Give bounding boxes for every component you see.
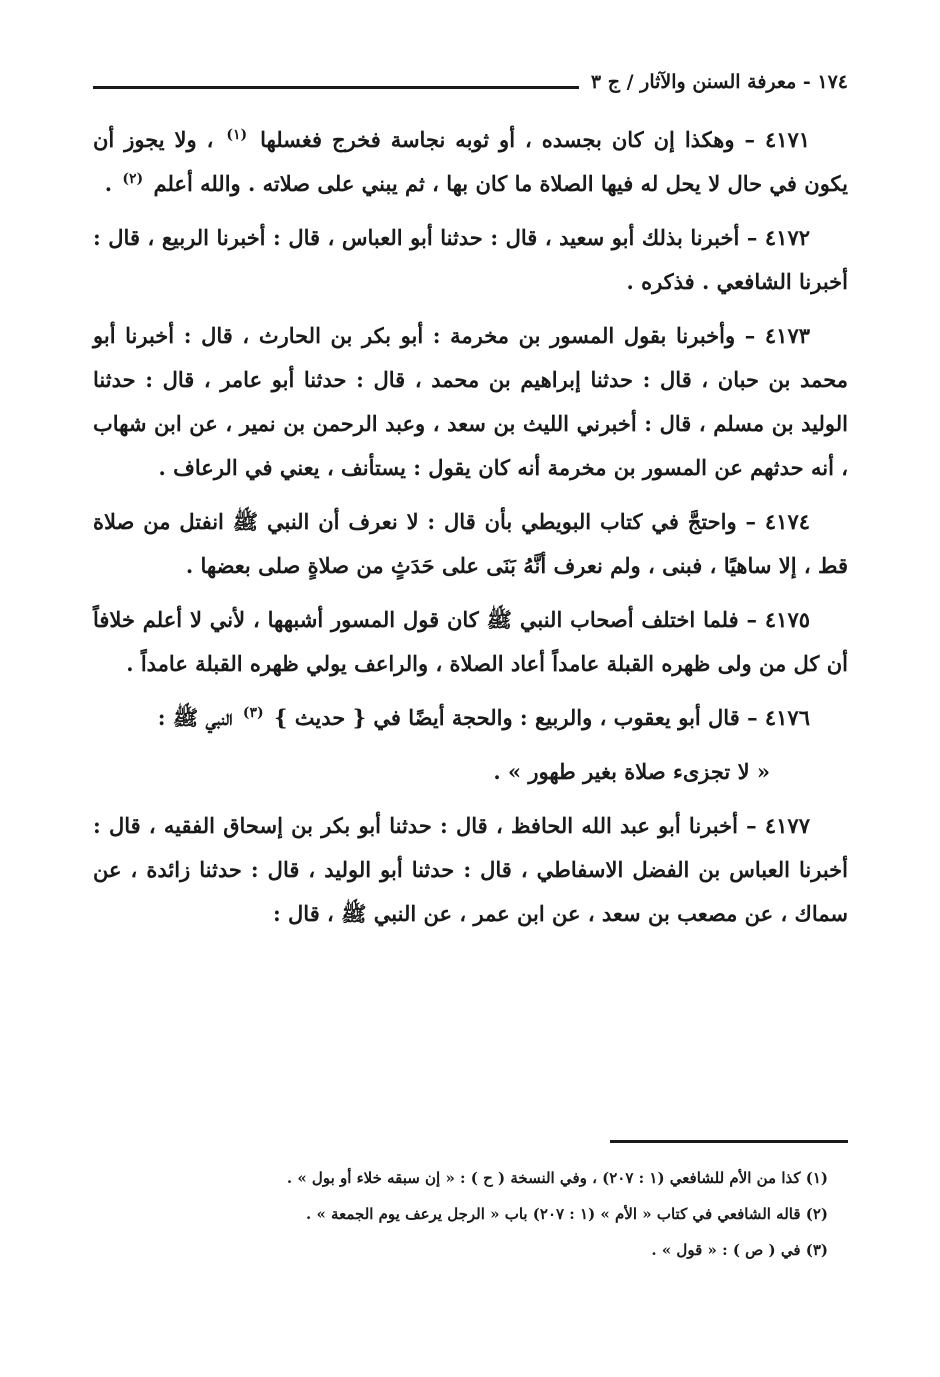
footnote-ref: (٣) <box>242 705 264 721</box>
paragraph-number: ٤١٧١ – <box>744 127 811 152</box>
footnote-2: (٢) قاله الشافعي في كتاب « الأم » (١ : ٢٠٧) باب « الرجل يرعف يوم الجمعة » . <box>306 1205 828 1223</box>
paragraph-text: قال أبو يعقوب ، والربيع : والحجة أيضًا في { حديث } <box>273 705 740 730</box>
paragraph-4176 <box>93 696 848 740</box>
paragraph-4177 <box>93 804 848 936</box>
footnote-ref: (٢) <box>122 171 144 187</box>
running-header: ١٧٤ - معرفة السنن والآثار / ج ٣ <box>590 71 848 93</box>
paragraph-number: ٤١٧٤ – <box>745 509 811 534</box>
paragraph-number: ٤١٧٦ – <box>747 705 810 730</box>
paragraph-4175 <box>93 598 848 686</box>
paragraph-number: ٤١٧٥ – <box>746 607 811 632</box>
paragraph-text: وهكذا إن كان بجسده ، أو ثوبه نجاسة فخرج فغسلها <box>260 127 735 152</box>
paragraph-text: واحتجَّ في كتاب البويطي بأن قال : لا نعرف أن النبي ﷺ انفتل من صلاة قط ، إلا ساهيًا ، فبنى ، ولم نعرف أنَّهُ بَنَى على حَدَثٍ من صلاةٍ صلى بعضها . <box>93 509 848 578</box>
paragraph-text: وأخبرنا بقول المسور بن مخرمة : أبو بكر بن الحارث ، قال : أخبرنا أبو محمد بن حبان ، قال : حدثنا إبراهيم بن محمد ، قال : حدثنا أبو عامر ، قال : حدثنا الوليد بن مسلم ، قال : أخبرني الليث بن سعد ، وعبد الرحمن بن نمير ، عن ابن شهاب ، أنه حدثهم عن المسور بن مخرمة أنه كان يقول : يستأنف ، يعني في الرعاف . <box>93 323 849 480</box>
paragraph-number: ٤١٧٧ – <box>746 813 810 838</box>
hadith-quote: « لا تجزىء صلاة بغير طهور » . <box>493 759 770 784</box>
paragraph-number: ٤١٧٣ – <box>744 323 811 348</box>
paragraph-4173 <box>93 314 848 490</box>
paragraph-text: ، ولا يجوز أن يكون في حال لا يحل له فيها الصلاة ما كان بها ، ثم يبني على صلاته . والله أعلم <box>93 127 848 196</box>
paragraph-text: النبي ﷺ : <box>157 705 233 730</box>
footnote-rule <box>610 1140 848 1143</box>
paragraph-number: ٤١٧٢ – <box>746 225 811 250</box>
footnote-ref: (١) <box>226 127 248 143</box>
header-rule <box>93 86 579 89</box>
paragraph-text: . <box>104 171 113 196</box>
paragraph-4172 <box>93 216 848 304</box>
paragraph-text: أخبرنا أبو عبد الله الحافظ ، قال : حدثنا أبو بكر بن إسحاق الفقيه ، قال : أخبرنا العباس بن الفضل الاسفاطي ، قال : حدثنا أبو الوليد ، قال : حدثنا زائدة ، عن سماك ، عن مصعب بن سعد ، عن ابن عمر ، عن النبي ﷺ ، قال : <box>93 813 848 926</box>
page-header <box>93 64 848 100</box>
paragraph-text: أخبرنا بذلك أبو سعيد ، قال : حدثنا أبو العباس ، قال : أخبرنا الربيع ، قال : أخبرنا الشافعي . فذكره . <box>93 225 848 294</box>
paragraph-text: فلما اختلف أصحاب النبي ﷺ كان قول المسور أشبهها ، لأني لا أعلم خلافاً أن كل من ولى ظهره القبلة عامداً أعاد الصلاة ، والراعف يولي ظهره القبلة عامداً . <box>93 607 848 676</box>
footnote-1: (١) كذا من الأم للشافعي (١ : ٢٠٧) ، وفي النسخة ( ح ) : « إن سبقه خلاء أو بول » . <box>286 1169 828 1187</box>
paragraph-4171 <box>93 118 848 206</box>
footnote-3: (٣) في ( ص ) : « قول » . <box>651 1241 828 1259</box>
main-text <box>93 118 848 946</box>
footnotes <box>93 1160 828 1268</box>
paragraph-4174 <box>93 500 848 588</box>
